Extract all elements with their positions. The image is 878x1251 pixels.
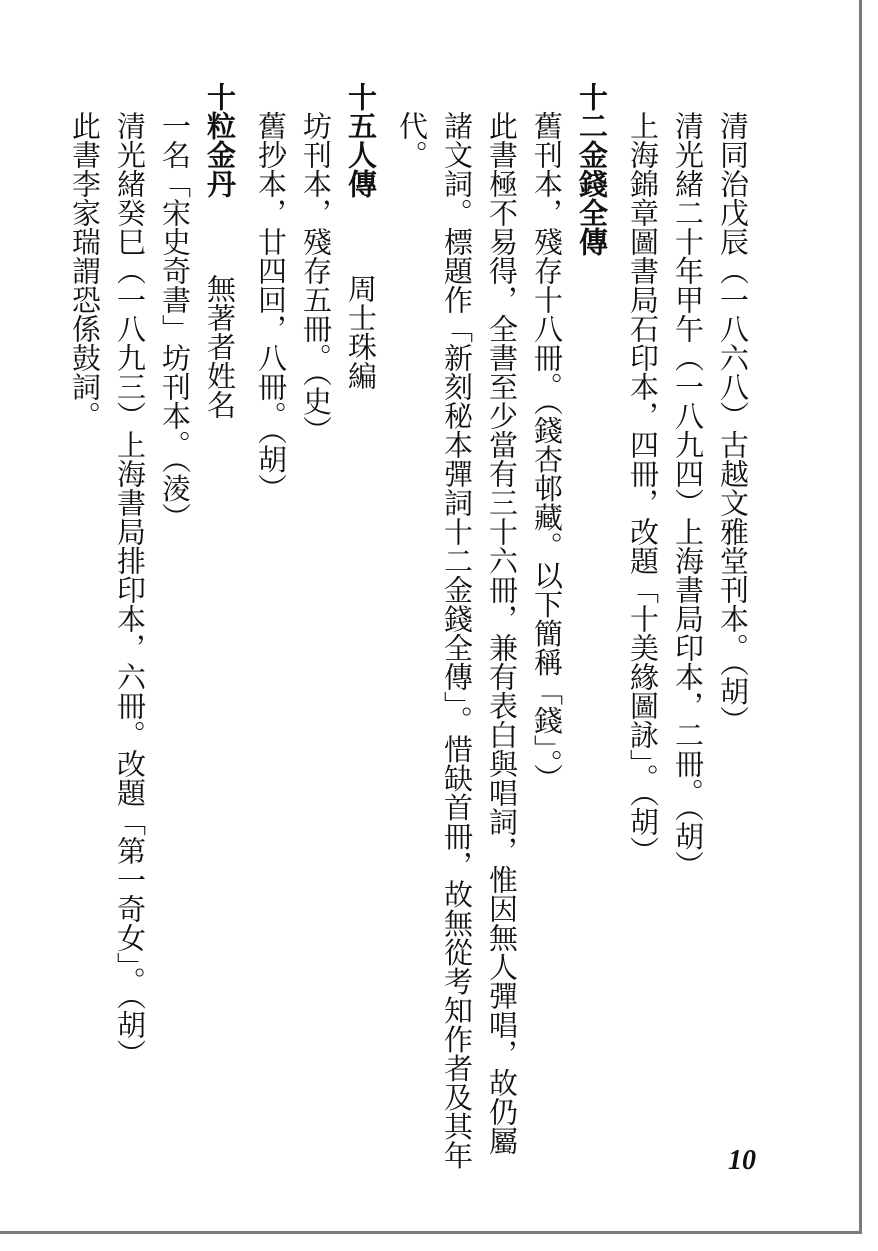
entry-heading: 十粒金丹 [203,82,237,198]
entry-author-text: 周士珠編 [344,274,378,390]
entry-heading-row [198,82,242,1142]
entry-line: 此書李家瑞謂恐係鼓詞。 [68,111,102,430]
entry-line: 舊抄本，廿四回，八冊。（胡） [254,111,288,503]
entry-heading: 十五人傳 [344,82,378,198]
entry-line: 此書極不易得，全書至少當有三十六冊，兼有表白與唱詞，惟因無人彈唱，故仍屬 [485,111,519,1155]
entry-author [203,216,237,419]
entry-heading-row [339,82,383,1142]
entry-author [344,216,378,390]
entry-heading: 十二金錢全傳 [575,82,609,256]
entry-line: 諸文詞。標題作「新刻秘本彈詞十二金錢全傳」。惜缺首冊，故無從考知作者及其年 [440,111,474,1170]
entry-spacer [383,82,389,1142]
entry-author-text: 無著者姓名 [203,274,237,419]
entry-line: 上海錦章圖書局石印本，四冊，改題「十美緣圖詠」。（胡） [626,111,660,865]
entry-line: 清同治戊辰（一八六八）古越文雅堂刊本。（胡） [716,111,750,735]
entry-line: 清光緒二十年甲午（一八九四）上海書局印本，二冊。（胡） [671,111,705,880]
entry-line: 一名「宋史奇書」坊刊本。（淩） [158,111,192,532]
entry-spacer [614,82,620,1142]
entry-spacer [242,82,248,1142]
entry-line: 清光緒癸巳（一八九三）上海書局排印本，六冊。改題「第一奇女」。（胡） [113,111,147,1068]
page-number: 10 [728,1145,756,1176]
entry-line: 坊刊本，殘存五冊。（史） [299,111,333,445]
entry-line: 舊刊本，殘存十八冊。（錢杏邨藏。以下簡稱「錢」。） [530,111,564,793]
entry-line: 代。 [395,111,429,169]
